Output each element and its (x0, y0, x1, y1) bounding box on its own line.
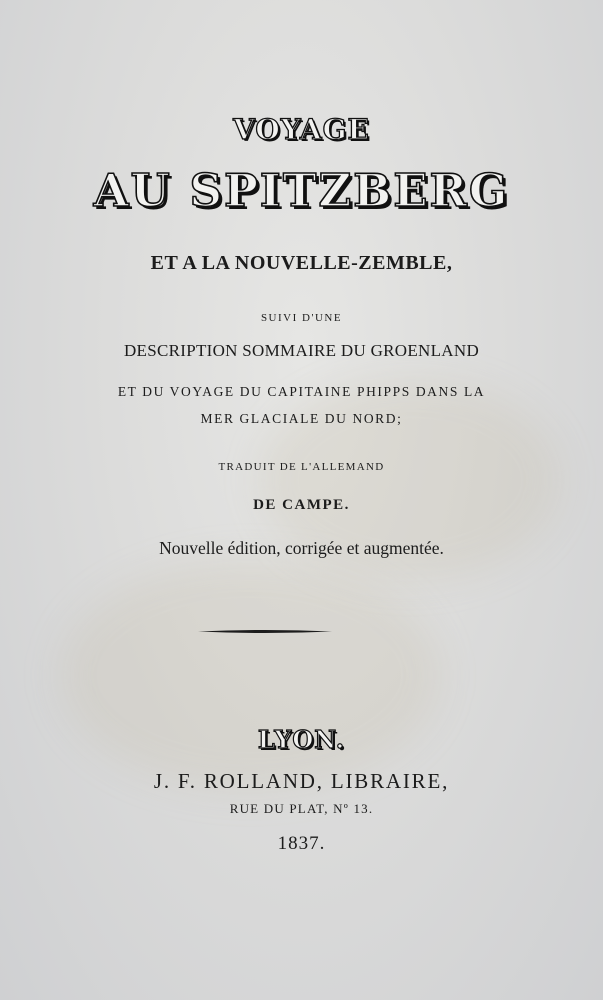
ornamental-rule (198, 629, 332, 634)
imprint-year: 1837. (277, 833, 326, 854)
imprint-address: RUE DU PLAT, Nº 13. (229, 801, 374, 816)
subtitle-line-4: ET DU VOYAGE DU CAPITAINE PHIPPS DANS LA (117, 384, 486, 399)
subtitle-line-3: DESCRIPTION SOMMAIRE DU GROENLAND (123, 341, 480, 360)
imprint-city: LYON. (257, 725, 346, 754)
author-name: DE CAMPE. (253, 497, 350, 513)
subtitle-line-5: MER GLACIALE DU NORD; (200, 411, 403, 426)
title-line-1: VOYAGE (233, 113, 370, 146)
title-line-2: AU SPITZBERG (93, 164, 510, 217)
paper-stain (60, 560, 440, 790)
imprint-publisher: J. F. ROLLAND, LIBRAIRE, (153, 769, 450, 793)
translation-note: TRADUIT DE L'ALLEMAND (218, 461, 385, 473)
edition-note: Nouvelle édition, corrigée et augmentée. (159, 538, 444, 558)
subtitle-line-1: ET A LA NOUVELLE-ZEMBLE, (150, 252, 453, 274)
subtitle-line-2: SUIVI D'UNE (260, 312, 343, 324)
